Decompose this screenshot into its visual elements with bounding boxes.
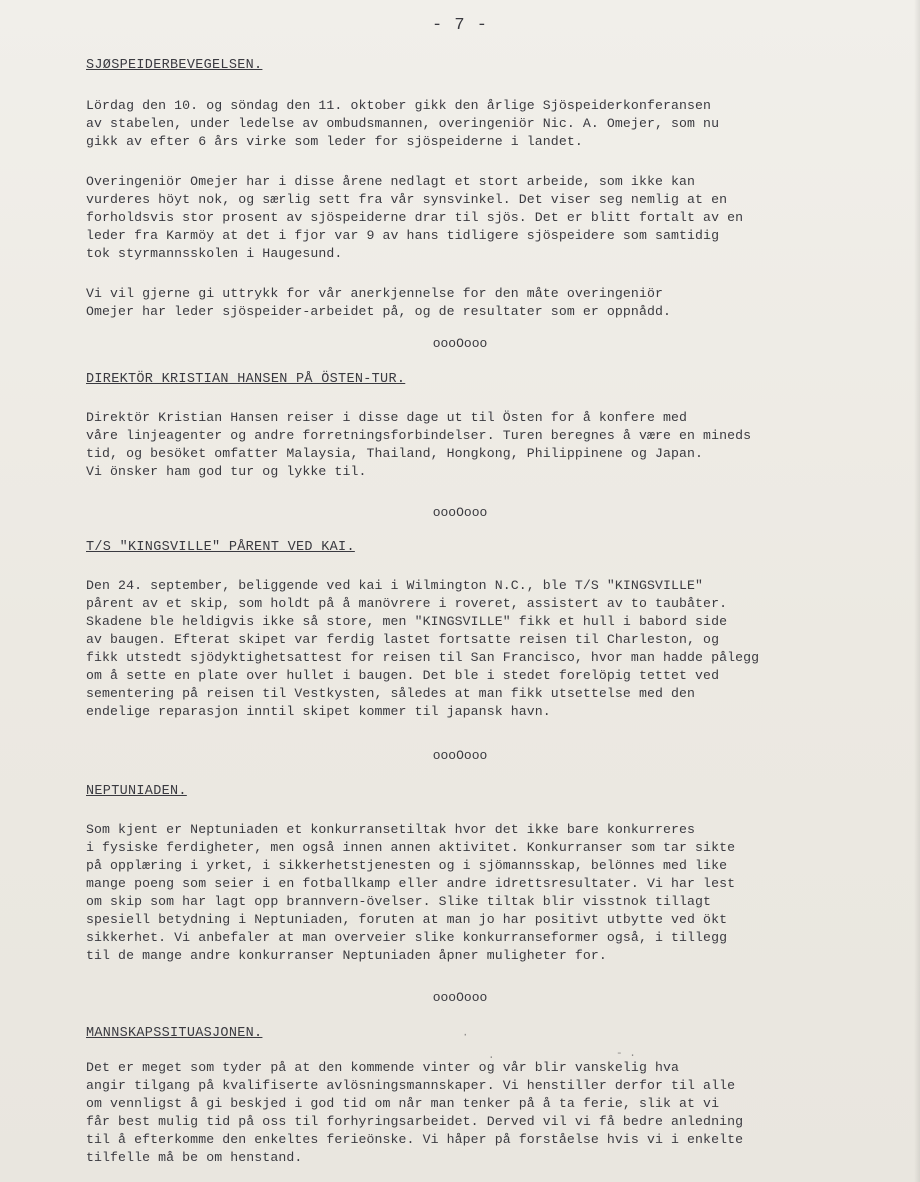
section-neptuniaden — [86, 784, 876, 979]
separator: oooOooo — [432, 748, 488, 763]
page-number: - 7 - — [431, 16, 488, 35]
section-heading: NEPTUNIADEN. — [86, 784, 187, 799]
section-kingsville — [86, 540, 876, 735]
paragraph: Det er meget som tyder på at den kommende vinter og vår blir vanskelig hva angir tilgang på kvalifiserte avlösningsmannskaper. Vi henstiller derfor til alle om vennligst å gi beskjed i god tid om når man tenker på å ta ferie, slik at vi får best mulig tid på oss til forhyringsarbeidet. Derved vil vi få bedre anledning til å efterkomme den enkeltes ferieönske. Vi håper på forståelse hvis vi i enkelte tilfelle må be om henstand. — [86, 1060, 744, 1165]
paragraph: Lördag den 10. og söndag den 11. oktober gikk den årlige Sjöspeiderkonferansen av stabelen, under ledelse av ombudsmannen, overingeniör Nic. A. Omejer, som nu gikk av efter 6 års virke som leder for sjöspeiderne i landet. — [86, 98, 720, 149]
stray-mark: · — [462, 1030, 469, 1042]
paragraph: Den 24. september, beliggende ved kai i Wilmington N.C., ble T/S "KINGSVILLE" pårent av et skip, som holdt på å manövrere i roveret, assistert av to taubåter. Skadene ble heldigvis ikke så store, men "KINGSVILLE" fikk et hull i babord side av baugen. Efterat skipet var ferdig lastet fortsatte reisen til Charleston, og fikk utstedt sjödyktighetsattest for reisen til San Francisco, hvor man hadde pålegg om å sette en plate over hullet i baugen. Det ble i stedet forelöpig tettet ved sementering på reisen til Vestkysten, således at man fikk utsettelse med den endelige reparasjon inntil skipet kommer til japansk havn. — [86, 578, 760, 719]
paragraph: Direktör Kristian Hansen reiser i disse dage ut til Östen for å konfere med våre linjeagenter og andre forretningsforbindelser. Turen beregnes å være en mineds tid, og besöket omfatter Malaysia, Thailand, Hongkong, Philippinene og Japan. Vi önsker ham god tur og lykke til. — [86, 410, 752, 479]
section-mannskap — [86, 1026, 876, 1181]
paragraph: Som kjent er Neptuniaden et konkurransetiltak hvor det ikke bare konkurreres i fysiske ferdigheter, men også innen annen aktivitet. Konkurranser som tar sikte på opplæring i yrket, i sikkerhetstjenesten og i sjömannsskap, belönnes med like mange poeng som seier i en fotballkamp eller andre idrettsresultater. Vi har lest om skip som har lagt opp brannvern-övelser. Slike tiltak blir visstnok tillagt spesiell betydning i Neptuniaden, foruten at man jo har positivt utbytte ved ökt sikkerhet. Vi anbefaler at man overveier slike konkurranseformer også, i tillegg til de mange andre konkurranser Neptuniaden åpner muligheter for. — [86, 822, 736, 963]
stray-mark: . — [488, 1050, 495, 1062]
stray-mark: - . — [616, 1048, 636, 1060]
section-heading: T/S "KINGSVILLE" PÅRENT VED KAI. — [86, 540, 355, 555]
paragraph: Vi vil gjerne gi uttrykk for vår anerkjennelse for den måte overingeniör Omejer har leder sjöspeider-arbeidet på, og de resultater som er oppnådd. — [86, 286, 672, 319]
section-heading: SJØSPEIDERBEVEGELSEN. — [86, 58, 263, 73]
separator: oooOooo — [432, 505, 488, 520]
section-heading: MANNSKAPSSITUASJONEN. — [86, 1026, 263, 1041]
separator: oooOooo — [432, 990, 488, 1005]
separator: oooOooo — [432, 336, 488, 351]
paragraph: Overingeniör Omejer har i disse årene nedlagt et stort arbeide, som ikke kan vurderes höyt nok, og særlig sett fra vår synsvinkel. Det viser seg nemlig at en forholdsvis stor prosent av sjöspeiderne drar til sjös. Det er blitt fortalt av en leder fra Karmöy at det i fjor var 9 av hans tidligere sjöspeidere som samtidig tok styrmannsskolen i Haugesund. — [86, 174, 744, 261]
section-sjospeider — [86, 58, 876, 335]
section-heading: DIREKTÖR KRISTIAN HANSEN PÅ ÖSTEN-TUR. — [86, 372, 406, 387]
section-direktor — [86, 372, 876, 495]
